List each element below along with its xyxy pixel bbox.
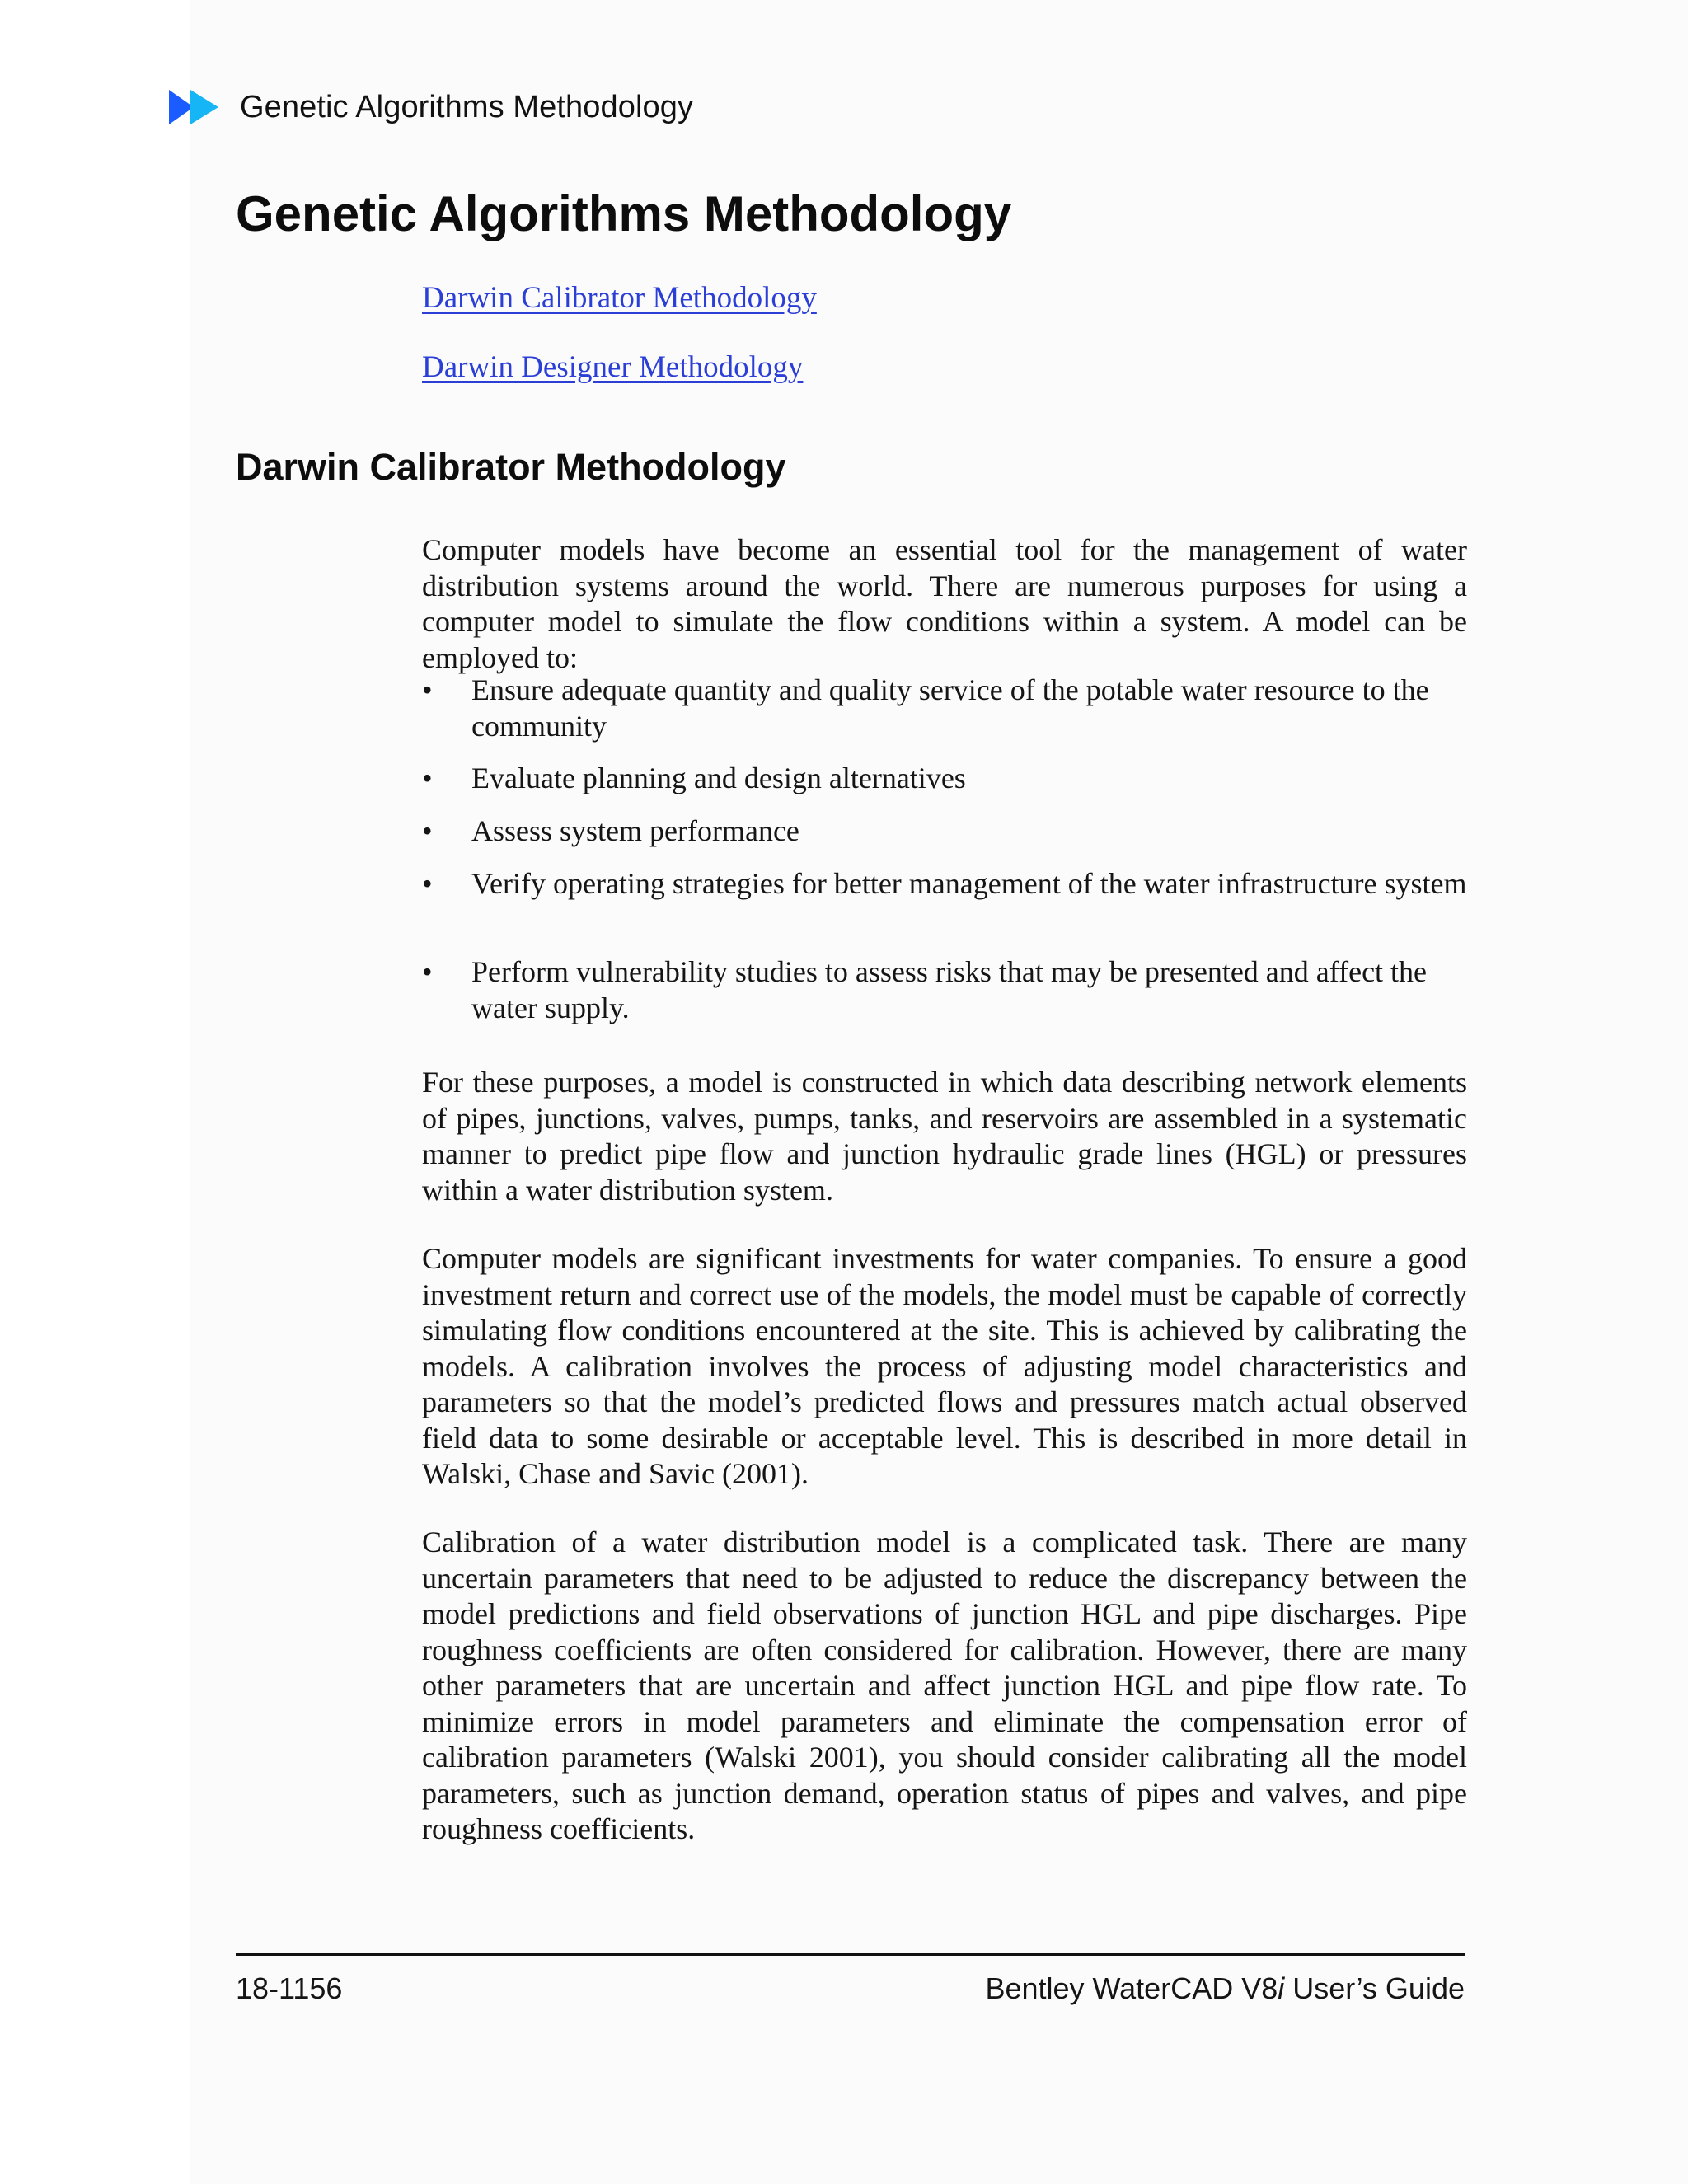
list-item: • Perform vulnerability studies to assess risks that may be presented and affect the water supply.	[422, 954, 1467, 1026]
book-title-italic: i	[1278, 1971, 1285, 2005]
body-paragraph: Computer models are significant investments for water companies. To ensure a good investment return and correct use of the models, the model must be capable of correctly simulating flow conditions encountered at the site. This is achieved by calibrating the models. A calibration involves the process of adjusting model characteristics and parameters so that the model’s predicted flows and pressures match actual observed field data to some desirable or acceptable level. This is described in more detail in Walski, Chase and Savic (2001).	[422, 1242, 1467, 1490]
book-title-prefix: Bentley WaterCAD V8	[985, 1971, 1278, 2005]
running-header-title: Genetic Algorithms Methodology	[240, 89, 694, 124]
use-cases-list	[422, 673, 1467, 1026]
list-item: • Ensure adequate quantity and quality service of the potable water resource to the community	[422, 673, 1467, 761]
toc-link-darwin-designer[interactable]: Darwin Designer Methodology	[422, 350, 804, 384]
book-title	[985, 1971, 1465, 2006]
footer-divider	[236, 1953, 1465, 1956]
double-chevron-right-icon	[169, 88, 222, 126]
page-number: 18-1156	[236, 1971, 343, 2005]
list-item: • Evaluate planning and design alternatives	[422, 761, 1467, 813]
body-paragraph: Calibration of a water distribution model is a complicated task. There are many uncertain parameters that need to be adjusted to reduce the discrepancy between the model predictions and field observations of junction HGL and pipe discharges. Pipe roughness coefficients are often considered for calibration. However, there are many other parameters that are uncertain and affect junction HGL and pipe flow rate. To minimize errors in model parameters and eliminate the compensation error of calibration parameters (Walski 2001), you should consider calibrating all the model parameters, such as junction demand, operation status of pipes and valves, and pipe roughness coefficients.	[422, 1526, 1467, 1845]
running-header	[169, 87, 693, 127]
page-title: Genetic Algorithms Methodology	[236, 186, 1012, 241]
list-item: • Assess system performance	[422, 813, 1467, 866]
list-item: • Verify operating strategies for better management of the water infrastructure system	[422, 866, 1467, 954]
toc-link-darwin-calibrator[interactable]: Darwin Calibrator Methodology	[422, 281, 817, 315]
intro-paragraph: Computer models have become an essential tool for the management of water distribution systems around the world. There are numerous purposes for using a computer model to simulate the flow conditions within a system. A model can be employed to:	[422, 533, 1467, 674]
body-paragraph: For these purposes, a model is constructed in which data describing network elements of pipes, junctions, valves, pumps, tanks, and reservoirs are assembled in a systematic manner to predict pipe flow and junction hydraulic grade lines (HGL) or pressures within a water distribution system.	[422, 1066, 1467, 1207]
section-title: Darwin Calibrator Methodology	[236, 446, 786, 488]
book-title-suffix: User’s Guide	[1284, 1971, 1465, 2005]
